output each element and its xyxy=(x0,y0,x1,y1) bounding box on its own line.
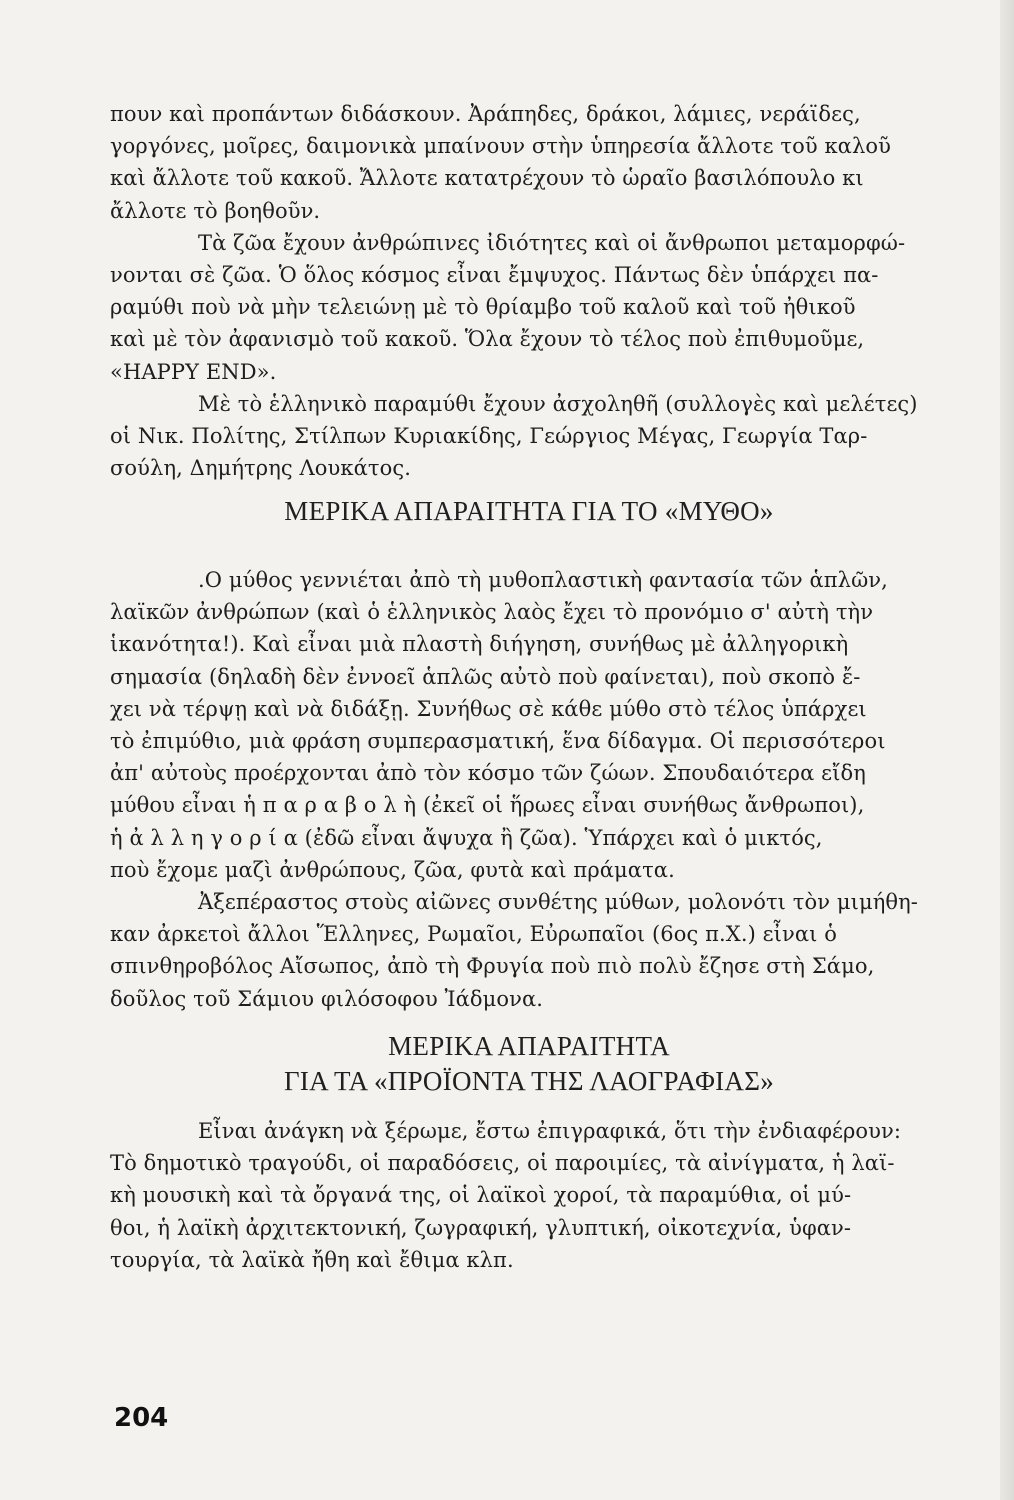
text-line: ἱκανότητα!). Καὶ εἶναι μιὰ πλαστὴ διήγηση, συνήθως μὲ ἀλληγορικὴ xyxy=(110,632,849,657)
text-line: τουργία, τὰ λαϊκὰ ἤθη καὶ ἔθιμα κλπ. xyxy=(110,1247,514,1272)
text-line: ἄλλοτε τὸ βοηθοῦν. xyxy=(110,198,321,223)
section-heading-laografia xyxy=(110,1029,948,1099)
text-line: χει νὰ τέρψῃ καὶ νὰ διδάξῃ. Συνήθως σὲ κάθε μύθο στὸ τέλος ὑπάρχει xyxy=(110,696,867,721)
text-line: ποὺ ἔχομε μαζὶ ἀνθρώπους, ζῶα, φυτὰ καὶ πράματα. xyxy=(110,857,675,882)
text-line: πουν καὶ προπάντων διδάσκουν. Ἀράπηδες, δράκοι, λάμιες, νεράϊδες, xyxy=(110,102,861,126)
text-line: οἱ Νικ. Πολίτης, Στίλπων Κυριακίδης, Γεώργιος Μέγας, Γεωργία Ταρ- xyxy=(110,424,868,449)
mythos-text-block xyxy=(110,564,948,1015)
text-line: λαϊκῶν ἀνθρώπων (καὶ ὁ ἑλληνικὸς λαὸς ἔχει τὸ προνόμιο σ' αὐτὴ τὴν xyxy=(110,600,874,625)
paragraph xyxy=(110,886,948,1015)
text-line: Τὸ δημοτικὸ τραγούδι, οἱ παραδόσεις, οἱ παροιμίες, τὰ αἰνίγματα, ἡ λαϊ- xyxy=(110,1151,895,1176)
text-line: Μὲ τὸ ἑλληνικὸ παραμύθι ἔχουν ἀσχοληθῆ (συλλογὲς καὶ μελέτες) xyxy=(198,391,918,416)
intro-text-block xyxy=(110,98,948,484)
text-line: νονται σὲ ζῶα. Ὁ ὅλος κόσμος εἶναι ἔμψυχος. Πάντως δὲν ὑπάρχει πα- xyxy=(110,263,879,288)
heading-line: ΜΕΡΙΚΑ ΑΠΑΡΑΙΤΗΤΑ xyxy=(388,1031,670,1061)
text-line: «HAPPY END». xyxy=(110,359,277,384)
text-line: κὴ μουσικὴ καὶ τὰ ὄργανά της, οἱ λαϊκοὶ χοροί, τὰ παραμύθια, οἱ μύ- xyxy=(110,1183,852,1208)
text-line: τὸ ἐπιμύθιο, μιὰ φράση συμπερασματική, ἕνα δίδαγμα. Οἱ περισσότεροι xyxy=(110,729,886,754)
text-line: Εἶναι ἀνάγκη νὰ ξέρωμε, ἔστω ἐπιγραφικά, ὅτι τὴν ἐνδιαφέρουν: xyxy=(198,1119,902,1143)
text-line: καν ἀρκετοὶ ἄλλοι Ἕλληνες, Ρωμαῖοι, Εὐρωπαῖοι (6ος π.Χ.) εἶναι ὁ xyxy=(110,922,837,947)
text-line: ἡ ἀ λ λ η γ ο ρ ί α (ἐδῶ εἶναι ἄψυχα ἢ ζῶα). Ὑπάρχει καὶ ὁ μικτός, xyxy=(110,825,823,850)
section-heading-mythos: ΜΕΡΙΚΑ ΑΠΑΡΑΙΤΗΤΑ ΓΙΑ ΤΟ «ΜΥΘΟ» xyxy=(284,496,774,526)
paragraph xyxy=(110,1115,948,1276)
text-line: Ἀξεπέραστος στοὺς αἰῶνες συνθέτης μύθων, μολονότι τὸν μιμήθη- xyxy=(198,890,919,915)
text-line: δοῦλος τοῦ Σάμιου φιλόσοφου Ἰάδμονα. xyxy=(110,986,544,1011)
text-line: καὶ μὲ τὸν ἀφανισμὸ τοῦ κακοῦ. Ὅλα ἔχουν τὸ τέλος ποὺ ἐπιθυμοῦμε, xyxy=(110,327,865,352)
text-line: θοι, ἡ λαϊκὴ ἀρχιτεκτονική, ζωγραφική, γλυπτική, οἰκοτεχνία, ὑφαν- xyxy=(110,1215,852,1240)
heading-line: ΓΙΑ ΤΑ «ΠΡΟΪΟΝΤΑ ΤΗΣ ΛΑΟΓΡΑΦΙΑΣ» xyxy=(283,1066,775,1096)
paragraph xyxy=(110,227,948,388)
text-line: καὶ ἄλλοτε τοῦ κακοῦ. Ἄλλοτε κατατρέχουν τὸ ὡραῖο βασιλόπουλο κι xyxy=(110,166,864,191)
laografia-text-block xyxy=(110,1115,948,1276)
paragraph xyxy=(110,564,948,886)
paragraph xyxy=(110,388,948,485)
text-line: Τὰ ζῶα ἔχουν ἀνθρώπινες ἰδιότητες καὶ οἱ ἄνθρωποι μεταμορφώ- xyxy=(198,230,906,255)
page-number: 204 xyxy=(114,1403,169,1433)
text-line: ραμύθι ποὺ νὰ μὴν τελειώνῃ μὲ τὸ θρίαμβο τοῦ καλοῦ καὶ τοῦ ἠθικοῦ xyxy=(110,295,856,320)
text-line: σημασία (δηλαδὴ δὲν ἐννοεῖ ἁπλῶς αὐτὸ ποὺ φαίνεται), ποὺ σκοπὸ ἔ- xyxy=(110,664,861,689)
text-line: .Ο μύθος γεννιέται ἀπὸ τὴ μυθοπλαστικὴ φαντασία τῶν ἁπλῶν, xyxy=(198,568,888,592)
page-edge-shadow xyxy=(1000,0,1014,1500)
text-line: ἀπ' αὐτοὺς προέρχονται ἀπὸ τὸν κόσμο τῶν ζώων. Σπουδαιότερα εἴδη xyxy=(110,761,866,786)
text-line: σπινθηροβόλος Αἴσωπος, ἀπὸ τὴ Φρυγία ποὺ πιὸ πολὺ ἔζησε στὴ Σάμο, xyxy=(110,954,875,979)
paragraph xyxy=(110,98,948,227)
text-line: γοργόνες, μοῖρες, δαιμονικὰ μπαίνουν στὴν ὑπηρεσία ἄλλοτε τοῦ καλοῦ xyxy=(110,134,891,159)
text-line: σούλη, Δημήτρης Λουκάτος. xyxy=(110,456,412,481)
text-line: μύθου εἶναι ἡ π α ρ α β ο λ ὴ (ἐκεῖ οἱ ἥρωες εἶναι συνήθως ἄνθρωποι), xyxy=(110,793,865,818)
